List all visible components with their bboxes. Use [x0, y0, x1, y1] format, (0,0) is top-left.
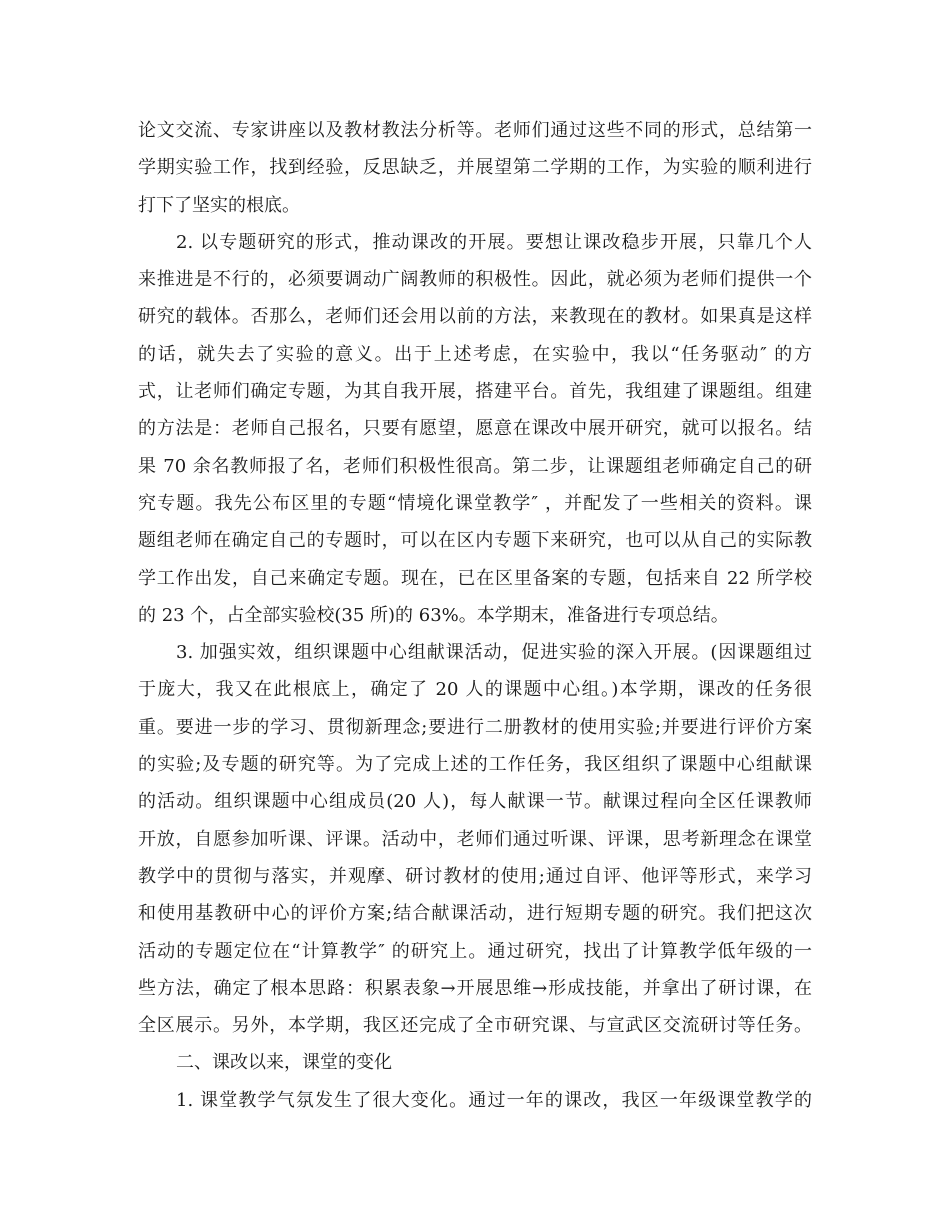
text-line: 3. 加强实效，组织课题中心组献课活动，促进实验的深入开展。(因课题组过 [176, 642, 812, 664]
text-line: 的 23 个，占全部实验校(35 所)的 63%。本学期末，准备进行专项总结。 [138, 604, 729, 626]
text-line: 论文交流、专家讲座以及教材教法分析等。老师们通过这些不同的形式，总结第一 [138, 120, 812, 141]
text-line: 全区展示。另外，本学期，我区还完成了全市研究课、与宣武区交流研讨等任务。 [138, 1015, 812, 1037]
text-line: 二、课改以来，课堂的变化 [176, 1052, 392, 1074]
text-line: 题组老师在确定自己的专题时，可以在区内专题下来研究，也可以从自己的实际教 [138, 530, 812, 552]
text-line: 学工作出发，自己来确定专题。现在，已在区里备案的专题，包括来自 22 所学校 [138, 567, 812, 589]
text-line: 究专题。我先公布区里的专题“情境化课堂教学″ ，并配发了一些相关的资料。课 [138, 492, 812, 514]
text-line: 于庞大，我又在此根底上，确定了 20 人的课题中心组。)本学期，课改的任务很 [138, 679, 812, 701]
text-line: 1. 课堂教学气氛发生了很大变化。通过一年的课改，我区一年级课堂教学的 [176, 1089, 812, 1111]
text-line: 打下了坚实的根底。 [138, 194, 300, 216]
text-line: 研究的载体。否那么，老师们还会用以前的方法，来教现在的教材。如果真是这样 [138, 306, 812, 328]
text-line: 教学中的贯彻与落实，并观摩、研讨教材的使用;通过自评、他评等形式，来学习 [138, 865, 812, 887]
text-line: 的活动。组织课题中心组成员(20 人)，每人献课一节。献课过程向全区任课教师 [138, 791, 812, 813]
text-line: 的实验;及专题的研究等。为了完成上述的工作任务，我区组织了课题中心组献课 [138, 754, 812, 776]
text-line: 的话，就失去了实验的意义。出于上述考虑，在实验中，我以“任务驱动″ 的方 [138, 343, 812, 365]
text-line: 重。要进一步的学习、贯彻新理念;要进行二册教材的使用实验;并要进行评价方案 [138, 716, 812, 738]
text-line: 学期实验工作，找到经验，反思缺乏，并展望第二学期的工作，为实验的顺利进行 [138, 157, 812, 179]
text-line: 果 70 余名教师报了名，老师们积极性很高。第二步，让课题组老师确定自己的研 [138, 455, 812, 477]
text-line: 开放，自愿参加听课、评课。活动中，老师们通过听课、评课，思考新理念在课堂 [138, 828, 812, 850]
text-line: 的方法是：老师自己报名，只要有愿望，愿意在课改中展开研究，就可以报名。结 [138, 418, 812, 440]
document-body [138, 112, 812, 1119]
text-line: 2. 以专题研究的形式，推动课改的开展。要想让课改稳步开展，只靠几个人 [176, 231, 812, 253]
text-line: 来推进是不行的，必须要调动广阔教师的积极性。因此，就必须为老师们提供一个 [138, 269, 812, 291]
text-line: 些方法，确定了根本思路：积累表象→开展思维→形成技能，并拿出了研讨课，在 [138, 977, 812, 999]
text-line: 式，让老师们确定专题，为其自我开展，搭建平台。首先，我组建了课题组。组建 [138, 381, 812, 403]
text-line: 活动的专题定位在“计算教学″ 的研究上。通过研究，找出了计算教学低年级的一 [138, 940, 812, 962]
text-line: 和使用基教研中心的评价方案;结合献课活动，进行短期专题的研究。我们把这次 [138, 903, 812, 925]
